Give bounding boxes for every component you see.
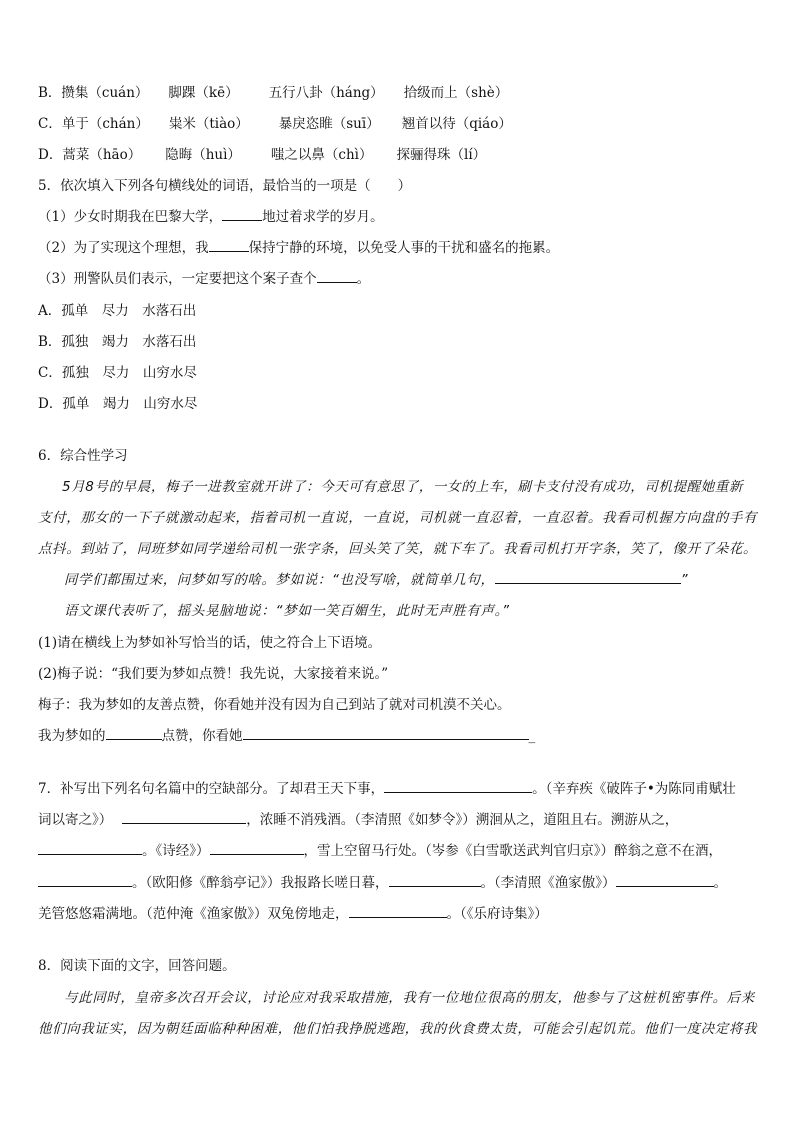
q5-option-d: D．孤单 竭力 山穷水尽	[38, 396, 198, 412]
q5-option-c: C．孤独 尽力 山穷水尽	[38, 365, 197, 381]
q6-para-4	[64, 571, 688, 589]
q5-blank-2[interactable]	[209, 239, 249, 252]
q4-c-item-3: 暴戾恣睢（suī）	[278, 116, 380, 132]
q5-blank-3[interactable]	[317, 270, 357, 283]
q7-blank-3[interactable]	[38, 842, 142, 855]
q5-sentence-2	[38, 239, 559, 257]
q6-answer-blank-3[interactable]	[243, 727, 529, 740]
q6-para-1: 5月8号的早晨，梅子一进教室就开讲了：今天可有意思了，一女的上车，刷卡支付没有成功，司机提醒她重新	[62, 479, 744, 495]
q4-b-item-4: 拾级而上（shè）	[403, 85, 509, 101]
q4-c-item-4: 翘首以待（qiáo）	[401, 116, 512, 132]
q6-title: 6．综合性学习	[38, 448, 128, 464]
q7-line-2	[38, 811, 678, 829]
q6-p4-pre: 同学们都围过来，问梦如写的啥。梦如说：“也没写啥，就简单几句，	[64, 572, 495, 588]
q5-s1-post: 地过着求学的岁月。	[262, 209, 384, 225]
q4-d-item-1: D．蒿菜（hāo）	[38, 147, 142, 163]
q7-l3-b: ，雪上空留马行处。（岑参《白雪歌送武判官归京》）醉翁之意不在酒，	[303, 843, 722, 859]
q7-l1-post: 。（辛弃疾《破阵子•为陈同甫赋壮	[532, 781, 736, 797]
q6-subquestion-2: (2)梅子说：“我们要为梦如点赞！我先说，大家接着来说。”	[38, 666, 389, 682]
q7-blank-4[interactable]	[210, 842, 304, 855]
q4-b-item-3: 五行八卦（háng）	[268, 85, 384, 101]
q4-c-item-1: C．单于（chán）	[38, 116, 149, 132]
q7-l5-b: 。（《乐府诗集》）	[446, 906, 548, 922]
q8-title: 8．阅读下面的文字，回答问题。	[38, 958, 236, 974]
q6-p4-post: ”	[680, 572, 689, 588]
q6-para-2: 支付，那女的一下子就激动起来，指着司机一直说，一直说，司机就一直忍着，一直忍着。我看司机握方向盘的手有	[38, 510, 758, 526]
q7-l5-a: 羌管悠悠霜满地。（范仲淹《渔家傲》）双兔傍地走，	[38, 906, 349, 922]
q4-option-d	[38, 146, 486, 164]
q7-l4-b: 。（李清照《渔家傲》）	[480, 875, 616, 891]
q7-blank-2[interactable]	[122, 811, 246, 824]
q5-blank-1[interactable]	[222, 208, 262, 221]
q6-answer-line	[38, 727, 535, 745]
q7-l2-pre: 词以寄之》）	[38, 812, 113, 828]
q6-ans-mid: 点赞，你看她	[161, 728, 243, 744]
q5-sentence-1	[38, 208, 384, 226]
q4-d-item-3: 嗤之以鼻（chì）	[270, 147, 373, 163]
q5-s2-post: 保持宁静的环境，以免受人事的干扰和盛名的拖累。	[248, 240, 560, 256]
q7-blank-7[interactable]	[616, 874, 714, 887]
q6-ans-pre: 我为梦如的	[38, 728, 106, 744]
q5-stem: 5．依次填入下列各句横线处的词语，最恰当的一项是（ ）	[38, 178, 412, 194]
q5-option-b: B．孤独 竭力 水落石出	[38, 334, 197, 350]
q7-blank-1[interactable]	[384, 780, 532, 793]
q6-answer-blank-2[interactable]	[106, 727, 162, 740]
q8-para-1: 与此同时，皇帝多次召开会议，讨论应对我采取措施，我有一位地位很高的朋友，他参与了这桩机密事件。后来	[64, 990, 755, 1006]
q7-l4-c: 。	[713, 875, 727, 891]
q4-d-item-2: 隐晦（huì）	[165, 147, 241, 163]
q8-para-2: 他们向我证实，因为朝廷面临种种困难，他们怕我挣脱逃跑，我的伙食费太贵，可能会引起饥荒。他们一度决定将我	[38, 1021, 758, 1037]
q7-blank-5[interactable]	[38, 874, 132, 887]
q6-answer-blank-1[interactable]	[495, 571, 681, 584]
q5-s3-post: 。	[356, 271, 371, 287]
q4-b-item-2: 脚踝（kē）	[168, 85, 239, 101]
q4-d-item-4: 探骊得珠（lí）	[396, 147, 487, 163]
q5-option-a: A．孤单 尽力 水落石出	[38, 303, 197, 319]
q7-line-1	[38, 780, 736, 798]
q4-c-item-2: 粜米（tiào）	[168, 116, 249, 132]
q7-line-4	[38, 874, 727, 892]
q4-b-item-1: B．攒集（cuán）	[38, 85, 149, 101]
q6-example: 梅子：我为梦如的友善点赞，你看她并没有因为自己到站了就对司机漠不关心。	[38, 697, 511, 713]
q6-subquestion-1: (1)请在横线上为梦如补写恰当的话，使之符合上下语境。	[38, 635, 382, 651]
q6-ans-post: _	[528, 728, 536, 744]
q7-blank-6[interactable]	[389, 874, 481, 887]
q7-l2-post: ，浓睡不消残酒。（李清照《如梦令》）溯洄从之，道阻且右。溯游从之，	[246, 812, 679, 828]
q5-sentence-3	[38, 270, 370, 288]
q5-s3-pre: （3）刑警队员们表示，一定要把这个案子查个	[38, 271, 317, 287]
q7-l4-a: 。（欧阳修《醉翁亭记》）我报路长嗟日暮，	[132, 875, 389, 891]
q7-l3-a: 。《诗经》）	[142, 843, 210, 859]
q5-s2-pre: （2）为了实现这个理想，我	[38, 240, 209, 256]
q6-para-3: 点抖。到站了，同班梦如同学递给司机一张字条，回头笑了笑，就下车了。我看司机打开字条，笑了，像开了朵花。	[38, 541, 758, 557]
q7-blank-8[interactable]	[349, 905, 447, 918]
q7-l1-pre: 7．补写出下列名句名篇中的空缺部分。了却君王天下事，	[38, 781, 385, 797]
q6-para-5: 语文课代表听了，摇头晃脑地说：“梦如一笑百媚生，此时无声胜有声。”	[64, 603, 510, 619]
q4-option-c	[38, 115, 512, 133]
q4-option-b	[38, 84, 508, 102]
q7-line-5	[38, 905, 548, 923]
q5-s1-pre: （1）少女时期我在巴黎大学，	[38, 209, 223, 225]
q7-line-3	[38, 842, 722, 860]
